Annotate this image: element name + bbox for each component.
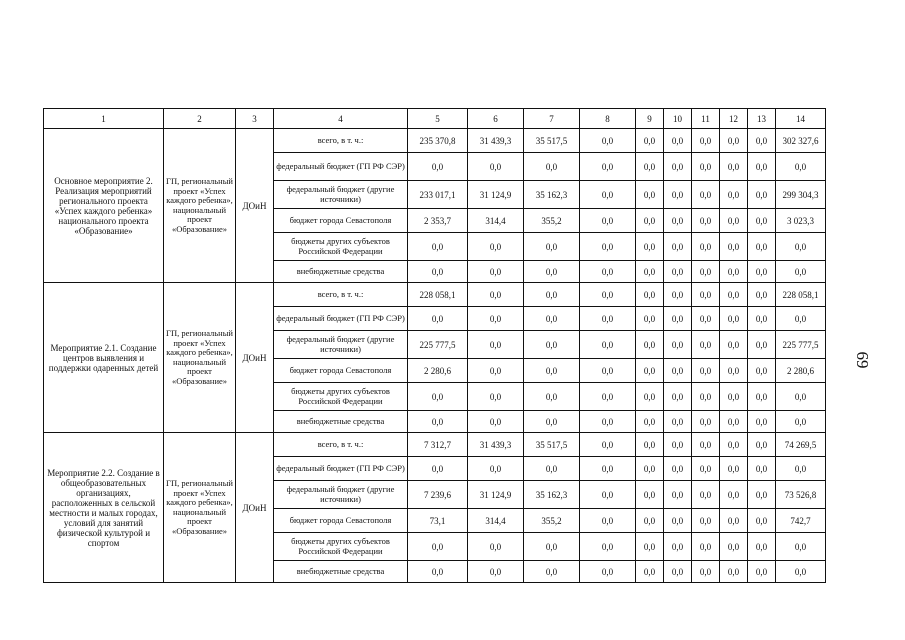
- value-cell: 0,0: [664, 383, 692, 411]
- value-cell: 0,0: [664, 153, 692, 181]
- value-cell: 235 370,8: [408, 129, 468, 153]
- value-cell: 31 124,9: [468, 481, 524, 509]
- value-cell: 0,0: [524, 457, 580, 481]
- value-cell: 2 353,7: [408, 209, 468, 233]
- value-cell: 0,0: [636, 209, 664, 233]
- value-cell: 0,0: [776, 307, 826, 331]
- funding-source-cell: внебюджетные средства: [274, 261, 408, 283]
- value-cell: 0,0: [720, 561, 748, 583]
- value-cell: 0,0: [636, 261, 664, 283]
- value-cell: 0,0: [692, 509, 720, 533]
- value-cell: 73,1: [408, 509, 468, 533]
- value-cell: 0,0: [636, 359, 664, 383]
- value-cell: 0,0: [580, 383, 636, 411]
- value-cell: 0,0: [748, 307, 776, 331]
- value-cell: 0,0: [692, 129, 720, 153]
- column-header: 3: [236, 109, 274, 129]
- value-cell: 0,0: [748, 153, 776, 181]
- value-cell: 0,0: [720, 509, 748, 533]
- funding-source-cell: всего, в т. ч.:: [274, 129, 408, 153]
- value-cell: 0,0: [636, 433, 664, 457]
- value-cell: 0,0: [692, 383, 720, 411]
- page-number: 69: [853, 351, 872, 369]
- value-cell: 0,0: [692, 153, 720, 181]
- value-cell: 0,0: [664, 481, 692, 509]
- funding-source-cell: бюджет города Севастополя: [274, 509, 408, 533]
- value-cell: 0,0: [524, 233, 580, 261]
- value-cell: 0,0: [692, 457, 720, 481]
- column-header: 12: [720, 109, 748, 129]
- funding-source-cell: федеральный бюджет (другие источники): [274, 331, 408, 359]
- value-cell: 0,0: [664, 411, 692, 433]
- value-cell: 0,0: [580, 331, 636, 359]
- value-cell: 0,0: [636, 283, 664, 307]
- value-cell: 0,0: [468, 533, 524, 561]
- column-header: 2: [164, 109, 236, 129]
- column-header: 9: [636, 109, 664, 129]
- value-cell: 0,0: [692, 481, 720, 509]
- value-cell: 0,0: [580, 233, 636, 261]
- value-cell: 0,0: [664, 359, 692, 383]
- value-cell: 299 304,3: [776, 181, 826, 209]
- value-cell: 0,0: [776, 533, 826, 561]
- activity-cell: Основное мероприятие 2. Реализация мероприятий регионального проекта «Успех каждого ребенка» национального проекта «Образование»: [44, 129, 164, 283]
- value-cell: 0,0: [720, 433, 748, 457]
- value-cell: 0,0: [636, 509, 664, 533]
- value-cell: 0,0: [468, 153, 524, 181]
- value-cell: 0,0: [468, 359, 524, 383]
- value-cell: 73 526,8: [776, 481, 826, 509]
- value-cell: 0,0: [720, 533, 748, 561]
- value-cell: 0,0: [692, 433, 720, 457]
- value-cell: 0,0: [720, 307, 748, 331]
- value-cell: 0,0: [776, 233, 826, 261]
- value-cell: 0,0: [748, 383, 776, 411]
- value-cell: 355,2: [524, 209, 580, 233]
- value-cell: 0,0: [580, 307, 636, 331]
- value-cell: 0,0: [408, 383, 468, 411]
- funding-source-cell: внебюджетные средства: [274, 411, 408, 433]
- value-cell: 0,0: [468, 411, 524, 433]
- executor-cell: ГП, региональный проект «Успех каждого ребенка», национальный проект «Образование»: [164, 433, 236, 583]
- value-cell: 0,0: [776, 261, 826, 283]
- value-cell: 225 777,5: [408, 331, 468, 359]
- value-cell: 35 162,3: [524, 181, 580, 209]
- value-cell: 0,0: [580, 561, 636, 583]
- value-cell: 0,0: [408, 153, 468, 181]
- value-cell: 2 280,6: [408, 359, 468, 383]
- value-cell: 0,0: [692, 331, 720, 359]
- value-cell: 0,0: [468, 457, 524, 481]
- value-cell: 0,0: [748, 233, 776, 261]
- activity-cell: Мероприятие 2.1. Создание центров выявления и поддержки одаренных детей: [44, 283, 164, 433]
- value-cell: 0,0: [720, 359, 748, 383]
- value-cell: 0,0: [776, 561, 826, 583]
- value-cell: 0,0: [664, 561, 692, 583]
- value-cell: 0,0: [468, 307, 524, 331]
- value-cell: 233 017,1: [408, 181, 468, 209]
- value-cell: 0,0: [748, 209, 776, 233]
- value-cell: 228 058,1: [776, 283, 826, 307]
- value-cell: 0,0: [580, 209, 636, 233]
- value-cell: 0,0: [776, 153, 826, 181]
- value-cell: 0,0: [580, 153, 636, 181]
- funding-source-cell: всего, в т. ч.:: [274, 283, 408, 307]
- value-cell: 0,0: [692, 561, 720, 583]
- value-cell: 0,0: [664, 433, 692, 457]
- value-cell: 2 280,6: [776, 359, 826, 383]
- value-cell: 0,0: [664, 307, 692, 331]
- value-cell: 0,0: [720, 283, 748, 307]
- responsible-cell: ДОиН: [236, 129, 274, 283]
- value-cell: 0,0: [748, 533, 776, 561]
- executor-cell: ГП, региональный проект «Успех каждого ребенка», национальный проект «Образование»: [164, 283, 236, 433]
- value-cell: 0,0: [692, 181, 720, 209]
- value-cell: 314,4: [468, 509, 524, 533]
- table-row: [44, 433, 826, 457]
- value-cell: 0,0: [636, 181, 664, 209]
- value-cell: 0,0: [720, 261, 748, 283]
- value-cell: 0,0: [720, 209, 748, 233]
- column-header: 8: [580, 109, 636, 129]
- value-cell: 0,0: [692, 209, 720, 233]
- value-cell: 0,0: [720, 153, 748, 181]
- value-cell: 0,0: [580, 283, 636, 307]
- value-cell: 0,0: [524, 359, 580, 383]
- value-cell: 0,0: [524, 153, 580, 181]
- activity-cell: Мероприятие 2.2. Создание в общеобразовательных организациях, расположенных в сельской местности и малых городах, условий для занятий физической культурой и спортом: [44, 433, 164, 583]
- value-cell: 0,0: [580, 533, 636, 561]
- column-header: 14: [776, 109, 826, 129]
- value-cell: 0,0: [664, 283, 692, 307]
- value-cell: 314,4: [468, 209, 524, 233]
- value-cell: 0,0: [524, 383, 580, 411]
- value-cell: 0,0: [524, 561, 580, 583]
- value-cell: 31 439,3: [468, 433, 524, 457]
- value-cell: 7 312,7: [408, 433, 468, 457]
- value-cell: 0,0: [524, 307, 580, 331]
- value-cell: 0,0: [636, 383, 664, 411]
- value-cell: 0,0: [664, 233, 692, 261]
- value-cell: 0,0: [748, 509, 776, 533]
- funding-source-cell: федеральный бюджет (другие источники): [274, 481, 408, 509]
- value-cell: 31 439,3: [468, 129, 524, 153]
- value-cell: 0,0: [408, 411, 468, 433]
- funding-source-cell: бюджеты других субъектов Российской Федерации: [274, 383, 408, 411]
- funding-source-cell: всего, в т. ч.:: [274, 433, 408, 457]
- value-cell: 0,0: [636, 481, 664, 509]
- value-cell: 0,0: [776, 457, 826, 481]
- value-cell: 0,0: [720, 481, 748, 509]
- value-cell: 225 777,5: [776, 331, 826, 359]
- funding-source-cell: бюджеты других субъектов Российской Федерации: [274, 233, 408, 261]
- responsible-cell: ДОиН: [236, 283, 274, 433]
- value-cell: 0,0: [748, 457, 776, 481]
- value-cell: 0,0: [748, 129, 776, 153]
- value-cell: 0,0: [692, 307, 720, 331]
- value-cell: 0,0: [636, 457, 664, 481]
- value-cell: 0,0: [664, 181, 692, 209]
- value-cell: 0,0: [636, 561, 664, 583]
- value-cell: 0,0: [580, 433, 636, 457]
- column-header: 13: [748, 109, 776, 129]
- value-cell: 0,0: [636, 307, 664, 331]
- value-cell: 0,0: [664, 457, 692, 481]
- value-cell: 0,0: [580, 129, 636, 153]
- value-cell: 0,0: [692, 261, 720, 283]
- value-cell: 0,0: [580, 411, 636, 433]
- value-cell: 7 239,6: [408, 481, 468, 509]
- value-cell: 0,0: [664, 261, 692, 283]
- column-header: 11: [692, 109, 720, 129]
- funding-source-cell: бюджет города Севастополя: [274, 359, 408, 383]
- value-cell: 0,0: [720, 331, 748, 359]
- value-cell: 0,0: [720, 181, 748, 209]
- value-cell: 0,0: [748, 181, 776, 209]
- value-cell: 3 023,3: [776, 209, 826, 233]
- value-cell: 0,0: [776, 411, 826, 433]
- value-cell: 0,0: [748, 261, 776, 283]
- value-cell: 0,0: [664, 129, 692, 153]
- column-header: 5: [408, 109, 468, 129]
- column-header: 7: [524, 109, 580, 129]
- value-cell: 0,0: [524, 283, 580, 307]
- value-cell: 0,0: [748, 561, 776, 583]
- value-cell: 0,0: [408, 307, 468, 331]
- funding-source-cell: федеральный бюджет (ГП РФ СЭР): [274, 457, 408, 481]
- value-cell: 0,0: [636, 153, 664, 181]
- funding-source-cell: бюджет города Севастополя: [274, 209, 408, 233]
- value-cell: 0,0: [776, 383, 826, 411]
- column-header: 6: [468, 109, 524, 129]
- value-cell: 35 517,5: [524, 129, 580, 153]
- value-cell: 0,0: [408, 457, 468, 481]
- value-cell: 0,0: [580, 181, 636, 209]
- value-cell: 74 269,5: [776, 433, 826, 457]
- value-cell: 0,0: [468, 331, 524, 359]
- table-row: [44, 129, 826, 153]
- value-cell: 0,0: [692, 533, 720, 561]
- value-cell: 0,0: [524, 533, 580, 561]
- header-row: [44, 109, 826, 129]
- value-cell: 0,0: [664, 533, 692, 561]
- value-cell: 0,0: [580, 481, 636, 509]
- value-cell: 35 162,3: [524, 481, 580, 509]
- value-cell: 0,0: [664, 509, 692, 533]
- value-cell: 0,0: [664, 209, 692, 233]
- value-cell: 0,0: [720, 233, 748, 261]
- value-cell: 0,0: [748, 331, 776, 359]
- value-cell: 0,0: [524, 411, 580, 433]
- value-cell: 0,0: [580, 261, 636, 283]
- value-cell: 0,0: [748, 411, 776, 433]
- value-cell: 0,0: [468, 261, 524, 283]
- value-cell: 0,0: [636, 233, 664, 261]
- value-cell: 0,0: [580, 457, 636, 481]
- value-cell: 0,0: [468, 561, 524, 583]
- value-cell: 355,2: [524, 509, 580, 533]
- value-cell: 0,0: [408, 233, 468, 261]
- funding-source-cell: федеральный бюджет (другие источники): [274, 181, 408, 209]
- value-cell: 0,0: [692, 233, 720, 261]
- value-cell: 0,0: [692, 411, 720, 433]
- value-cell: 0,0: [468, 383, 524, 411]
- responsible-cell: ДОиН: [236, 433, 274, 583]
- value-cell: 0,0: [636, 533, 664, 561]
- value-cell: 35 517,5: [524, 433, 580, 457]
- funding-source-cell: федеральный бюджет (ГП РФ СЭР): [274, 153, 408, 181]
- value-cell: 0,0: [692, 359, 720, 383]
- value-cell: 302 327,6: [776, 129, 826, 153]
- value-cell: 0,0: [720, 457, 748, 481]
- value-cell: 0,0: [636, 129, 664, 153]
- value-cell: 0,0: [636, 331, 664, 359]
- value-cell: 31 124,9: [468, 181, 524, 209]
- funding-source-cell: федеральный бюджет (ГП РФ СЭР): [274, 307, 408, 331]
- value-cell: 0,0: [408, 561, 468, 583]
- value-cell: 0,0: [692, 283, 720, 307]
- value-cell: 0,0: [408, 261, 468, 283]
- column-header: 10: [664, 109, 692, 129]
- value-cell: 0,0: [580, 509, 636, 533]
- value-cell: 0,0: [636, 411, 664, 433]
- column-header: 1: [44, 109, 164, 129]
- value-cell: 0,0: [720, 129, 748, 153]
- budget-table: [43, 108, 826, 583]
- value-cell: 0,0: [468, 283, 524, 307]
- value-cell: 0,0: [664, 331, 692, 359]
- value-cell: 0,0: [748, 433, 776, 457]
- value-cell: 0,0: [748, 481, 776, 509]
- table-row: [44, 283, 826, 307]
- value-cell: 0,0: [720, 411, 748, 433]
- executor-cell: ГП, региональный проект «Успех каждого ребенка», национальный проект «Образование»: [164, 129, 236, 283]
- funding-source-cell: бюджеты других субъектов Российской Федерации: [274, 533, 408, 561]
- table-body: [44, 129, 826, 583]
- value-cell: 0,0: [468, 233, 524, 261]
- value-cell: 0,0: [580, 359, 636, 383]
- funding-source-cell: внебюджетные средства: [274, 561, 408, 583]
- value-cell: 228 058,1: [408, 283, 468, 307]
- value-cell: 0,0: [524, 261, 580, 283]
- value-cell: 0,0: [748, 359, 776, 383]
- value-cell: 0,0: [720, 383, 748, 411]
- column-header: 4: [274, 109, 408, 129]
- value-cell: 742,7: [776, 509, 826, 533]
- value-cell: 0,0: [524, 331, 580, 359]
- value-cell: 0,0: [408, 533, 468, 561]
- value-cell: 0,0: [748, 283, 776, 307]
